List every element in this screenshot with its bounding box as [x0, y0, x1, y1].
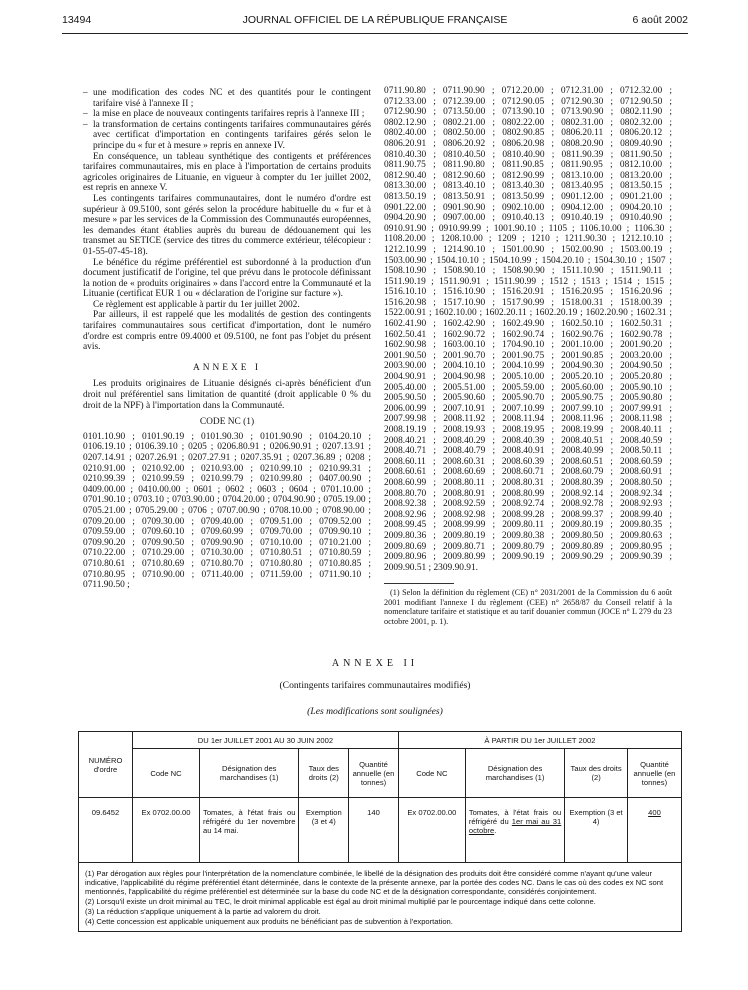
- paragraph: Ce règlement est applicable à partir du 1er juillet 2002.: [93, 299, 300, 310]
- page-header: [62, 14, 688, 32]
- header-order-number: NUMÉRO d'ordre: [79, 732, 133, 798]
- publication-date: 6 août 2002: [632, 14, 688, 26]
- footnote-rule: [384, 583, 454, 584]
- paragraph: En conséquence, un tableau synthétique des contigents et préférences tarifaires communautaires, mis en place à l'importation de certains produits agricoles originaires de Lituanie, en vigueur à compter du 1er juillet 2002, est repris en annexe V.: [83, 151, 371, 194]
- header-rate: Taux des droits (2): [299, 749, 349, 798]
- paragraph: Le bénéfice du régime préférentiel est subordonné à la production d'un document justificatif de l'origine, tel que prévu dans le protocole définissant la notion de « produits originaires » dans l'accord entre la Communauté et la Lituanie (certificat EUR 1 ou « déclaration de l'origine sur facture »).: [83, 257, 371, 300]
- rate-cell: Exemption (3 et 4): [299, 798, 349, 863]
- quantity-cell: [627, 798, 681, 863]
- modified-quantity: 400: [648, 808, 661, 817]
- table-note: (3) La réduction s'applique uniquement à la partie ad valorem du droit.: [85, 907, 321, 916]
- designation-cell: [465, 798, 564, 863]
- header-period-1: DU 1er JUILLET 2001 AU 30 JUIN 2002: [133, 732, 399, 749]
- annex-intro: Les produits originaires de Lituanie désignés ci-après bénéficient d'un droit nul préférentiel sans limitation de quantité (droit applicable 0 % du droit de la NPF) à l'importation dans la Communauté.: [83, 379, 371, 411]
- paragraph: Par ailleurs, il est rappelé que les modalités de gestion des contingents tarifaires communautaires sous certificat d'importation, dont le numéro d'ordre est compris entre 09.4000 et 09.5100, ne font pas l'objet du présent avis.: [83, 310, 371, 353]
- annex-title: ANNEXE II: [331, 658, 419, 669]
- quota-table: [78, 731, 682, 932]
- header-rule: [62, 33, 688, 34]
- code-cell: Ex 0702.00.00: [398, 798, 465, 863]
- table-notes: [79, 863, 682, 932]
- rate-cell: Exemption (3 et 4): [565, 798, 628, 863]
- annex-note: (Les modifications sont soulignées): [307, 706, 443, 717]
- header-designation: Désignation des marchandises (1): [200, 749, 299, 798]
- bullet-item: – la transformation de certains contingents tarifaires communautaires gérés avec certificat d'importation en contingents tarifaires gérés selon le principe du « fur et à mesure » repris en annexe IV.: [83, 120, 371, 152]
- order-number-cell: 09.6452: [79, 798, 133, 863]
- table-note: (4) Cette concession est applicable uniquement aux produits ne bénéficiant pas de subvention à l'exportation.: [85, 917, 453, 926]
- table-note: (2) Lorsqu'il existe un droit minimal au TEC, le droit minimal applicable est égal au droit minimal multiplié par le pourcentage indiqué dans cette colonne.: [85, 897, 596, 906]
- left-column: [83, 88, 371, 591]
- annex-subtitle: (Contingents tarifaires communautaires modifiés): [279, 680, 471, 691]
- header-period-2: À PARTIR DU 1er JUILLET 2002: [398, 732, 681, 749]
- designation-end: .: [494, 826, 497, 835]
- header-quantity: Quantité annuelle (en tonnes): [627, 749, 681, 798]
- header-quantity: Quantité annuelle (en tonnes): [349, 749, 399, 798]
- code-list: 0711.90.80 ; 0711.90.90 ; 0712.20.00 ; 0712.31.00 ; 0712.32.00 ; 0712.33.00 ; 0712.39.00 ; 0712.90.05 ; 0712.90.30 ; 0712.90.50 ; 0712.90.90 ; 0713.50.00 ; 0713.90.10 ; 0713.90.90 ; 0802.11.90 ; 0802.12.90 ; 0802.21.00 ; 0802.22.00 ; 0802.31.00 ; 0802.32.00 ; 0802.40.00 ; 0802.50.00 ; 0802.90.85 ; 0806.20.11 ; 0806.20.12 ; 0806.20.91 ; 0806.20.92 ; 0806.20.98 ; 0808.20.90 ; 0809.40.90 ; 0810.40.30 ; 0810.40.50 ; 0810.40.90 ; 0811.90.39 ; 0811.90.50 ; 0811.90.75 ; 0811.90.80 ; 0811.90.85 ; 0811.90.95 ; 0812.10.00 ; 0812.90.40 ; 0812.90.60 ; 0812.90.99 ; 0813.10.00 ; 0813.20.00 ; 0813.30.00 ; 0813.40.10 ; 0813.40.30 ; 0813.40.95 ; 0813.50.15 ; 0813.50.19 ; 0813.50.91 ; 0813.50.99 ; 0901.12.00 ; 0901.21.00 ; 0901.22.00 ; 0901.90.90 ; 0902.10.00 ; 0904.12.00 ; 0904.20.10 ; 0904.20.90 ; 0907.00.00 ; 0910.40.13 ; 0910.40.19 ; 0910.40.90 ; 0910.91.90 ; 0910.99.99 ; 1001.90.10 ; 1105 ; 1106.10.00 ; 1106.30 ; 1108.20.00 ; 1208.10.00 ; 1209 ; 1210 ; 1211.90.30 ; 1212.10.10 ; 1212.10.99 ; 1214.90.10 ; 1501.00.90 ; 1502.00.90 ; 1503.00.19 ; 1503.00.90 ; 1504.10.10 ; 1504.10.99 ; 1504.20.10 ; 1504.30.10 ; 1507 ; 1508.10.90 ; 1508.90.10 ; 1508.90.90 ; 1511.10.90 ; 1511.90.11 ; 1511.90.19 ; 1511.90.91 ; 1511.90.99 ; 1512 ; 1513 ; 1514 ; 1515 ; 1516.10.10 ; 1516.10.90 ; 1516.20.91 ; 1516.20.95 ; 1516.20.96 ; 1516.20.98 ; 1517.10.90 ; 1517.90.99 ; 1518.00.31 ; 1518.00.39 ; 1522.00.91 ; 1602.10.00 ; 1602.20.11 ; 1602.20.19 ; 1602.20.90 ; 1602.31 ; 1602.41.90 ; 1602.42.90 ; 1602.49.90 ; 1602.50.10 ; 1602.50.31 ; 1602.50.41 ; 1602.90.72 ; 1602.90.74 ; 1602.90.76 ; 1602.90.78 ; 1602.90.98 ; 1603.00.10 ; 1704.90.10 ; 2001.10.00 ; 2001.90.20 ; 2001.90.50 ; 2001.90.70 ; 2001.90.75 ; 2001.90.85 ; 2003.20.00 ; 2003.90.00 ; 2004.10.10 ; 2004.10.99 ; 2004.90.30 ; 2004.90.50 ; 2004.90.91 ; 2004.90.98 ; 2005.10.00 ; 2005.20.10 ; 2005.20.80 ; 2005.40.00 ; 2005.51.00 ; 2005.59.00 ; 2005.60.00 ; 2005.90.10 ; 2005.90.50 ; 2005.90.60 ; 2005.90.70 ; 2005.90.75 ; 2005.90.80 ; 2006.00.99 ; 2007.10.91 ; 2007.10.99 ; 2007.99.10 ; 2007.99.91 ; 2007.99.98 ; 2008.11.92 ; 2008.11.94 ; 2008.11.96 ; 2008.11.98 ; 2008.19.19 ; 2008.19.93 ; 2008.19.95 ; 2008.19.99 ; 2008.40.11 ; 2008.40.21 ; 2008.40.29 ; 2008.40.39 ; 2008.40.51 ; 2008.40.59 ; 2008.40.71 ; 2008.40.79 ; 2008.40.91 ; 2008.40.99 ; 2008.50.11 ; 2008.60.11 ; 2008.60.31 ; 2008.60.39 ; 2008.60.51 ; 2008.60.59 ; 2008.60.61 ; 2008.60.69 ; 2008.60.71 ; 2008.60.79 ; 2008.60.91 ; 2008.60.99 ; 2008.80.11 ; 2008.80.31 ; 2008.80.39 ; 2008.80.50 ; 2008.80.70 ; 2008.80.91 ; 2008.80.99 ; 2008.92.14 ; 2008.92.34 ; 2008.92.38 ; 2008.92.59 ; 2008.92.74 ; 2008.92.78 ; 2008.92.93 ; 2008.92.96 ; 2008.92.98 ; 2008.99.28 ; 2008.99.37 ; 2008.99.40 ; 2008.99.45 ; 2008.99.99 ; 2009.80.11 ; 2009.80.19 ; 2009.80.35 ; 2009.80.36 ; 2009.80.19 ; 2009.80.38 ; 2009.80.50 ; 2009.80.63 ; 2009.80.69 ; 2009.80.71 ; 2009.80.79 ; 2009.80.89 ; 2009.80.95 ; 2009.80.96 ; 2009.80.99 ; 2009.90.19 ; 2009.90.29 ; 2009.90.39 ; 2009.90.51 ; 2309.90.91.: [384, 86, 672, 573]
- bullet-item: – une modification des codes NC et des quantités pour le contingent tarifaire visé à l'annexe II ;: [83, 88, 371, 109]
- paragraph: Les contingents tarifaires communautaires, dont le numéro d'ordre est supérieur à 09.5100, sont gérés selon la procédure habituelle du « fur et à mesure » par les services de la Commission des Communautés européennes, les demandes étant établies auprès du bureau de dédouanement qui les transmet au SETICE (service des titres du commerce extérieur, télécopieur : 01-55-07-45-18).: [83, 193, 371, 257]
- header-code: Code NC: [398, 749, 465, 798]
- header-rate: Taux des droits (2): [565, 749, 628, 798]
- modified-text: 1er mai au 31 octobre: [468, 817, 562, 835]
- journal-title: JOURNAL OFFICIEL DE LA RÉPUBLIQUE FRANÇAISE: [242, 14, 508, 26]
- page-number: 13494: [62, 14, 92, 26]
- table-note: (1) Par dérogation aux règles pour l'interprétation de la nomenclature combinée, le libellé de la désignation des produits doit être considéré comme n'ayant qu'une valeur indicative, l'applicabilité du régime préférentiel étant déterminée, dans le contexte de la présente annexe, par la portée des codes NC. Dans le cas où des codes ex NC sont mentionnés, l'applicabilité du régime préférentiel est déterminée sur la base du code NC et de la désignation correspondante, considérés conjointement.: [85, 869, 664, 896]
- quantity-cell: 140: [349, 798, 399, 863]
- designation-text: Tomates, à l'état frais ou réfrigéré du: [468, 808, 562, 826]
- header-designation: Désignation des marchandises (1): [465, 749, 564, 798]
- code-list: 0101.10.90 ; 0101.90.19 ; 0101.90.30 ; 0101.90.90 ; 0104.20.10 ; 0106.19.10 ; 0106.39.10 ; 0205 ; 0206.80.91 ; 0206.90.91 ; 0207.13.91 ; 0207.14.91 ; 0207.26.91 ; 0207.27.91 ; 0207.35.91 ; 0207.36.89 ; 0208 ; 0210.91.00 ; 0210.92.00 ; 0210.93.00 ; 0210.99.10 ; 0210.99.31 ; 0210.99.39 ; 0210.99.59 ; 0210.99.79 ; 0210.99.80 ; 0407.00.90 ; 0409.00.00 ; 0410.00.00 ; 0601 ; 0602 ; 0603 ; 0604 ; 0701.10.00 ; 0701.90.10 ; 0703.10 ; 0703.90.00 ; 0704.20.00 ; 0704.90.90 ; 0705.19.00 ; 0705.21.00 ; 0705.29.00 ; 0706 ; 0707.00.90 ; 0708.10.00 ; 0708.90.00 ; 0709.20.00 ; 0709.30.00 ; 0709.40.00 ; 0709.51.00 ; 0709.52.00 ; 0709.59.00 ; 0709.60.10 ; 0709.60.99 ; 0709.70.00 ; 0709.90.10 ; 0709.90.20 ; 0709.90.50 ; 0709.90.90 ; 0710.10.00 ; 0710.21.00 ; 0710.22.00 ; 0710.29.00 ; 0710.30.00 ; 0710.80.51 ; 0710.80.59 ; 0710.80.61 ; 0710.80.69 ; 0710.80.70 ; 0710.80.80 ; 0710.80.85 ; 0710.80.95 ; 0710.90.00 ; 0711.40.00 ; 0711.59.00 ; 0711.90.10 ; 0711.90.50 ;: [83, 431, 371, 591]
- right-column: [384, 86, 672, 626]
- annex-title: ANNEXE I: [192, 362, 261, 373]
- footnote: (1) Selon la définition du règlement (CE) n° 2031/2001 de la Commission du 6 août 2001 modifiant l'annexe I du règlement (CEE) n° 2658/87 du Conseil relatif à la nomenclature tarifaire et statistique et au tarif douanier commun (JOCE n° L 279 du 23 octobre 2001, p. 1).: [384, 588, 672, 626]
- header-code: Code NC: [133, 749, 200, 798]
- bullet-list: [83, 88, 371, 152]
- code-title: CODE NC (1): [199, 417, 255, 428]
- table-row: [79, 798, 682, 863]
- code-cell: Ex 0702.00.00: [133, 798, 200, 863]
- bullet-item: – la mise en place de nouveaux contingents tarifaires repris à l'annexe III ;: [83, 109, 371, 120]
- designation-cell: Tomates, à l'état frais ou réfrigéré du 1er novembre au 14 mai.: [200, 798, 299, 863]
